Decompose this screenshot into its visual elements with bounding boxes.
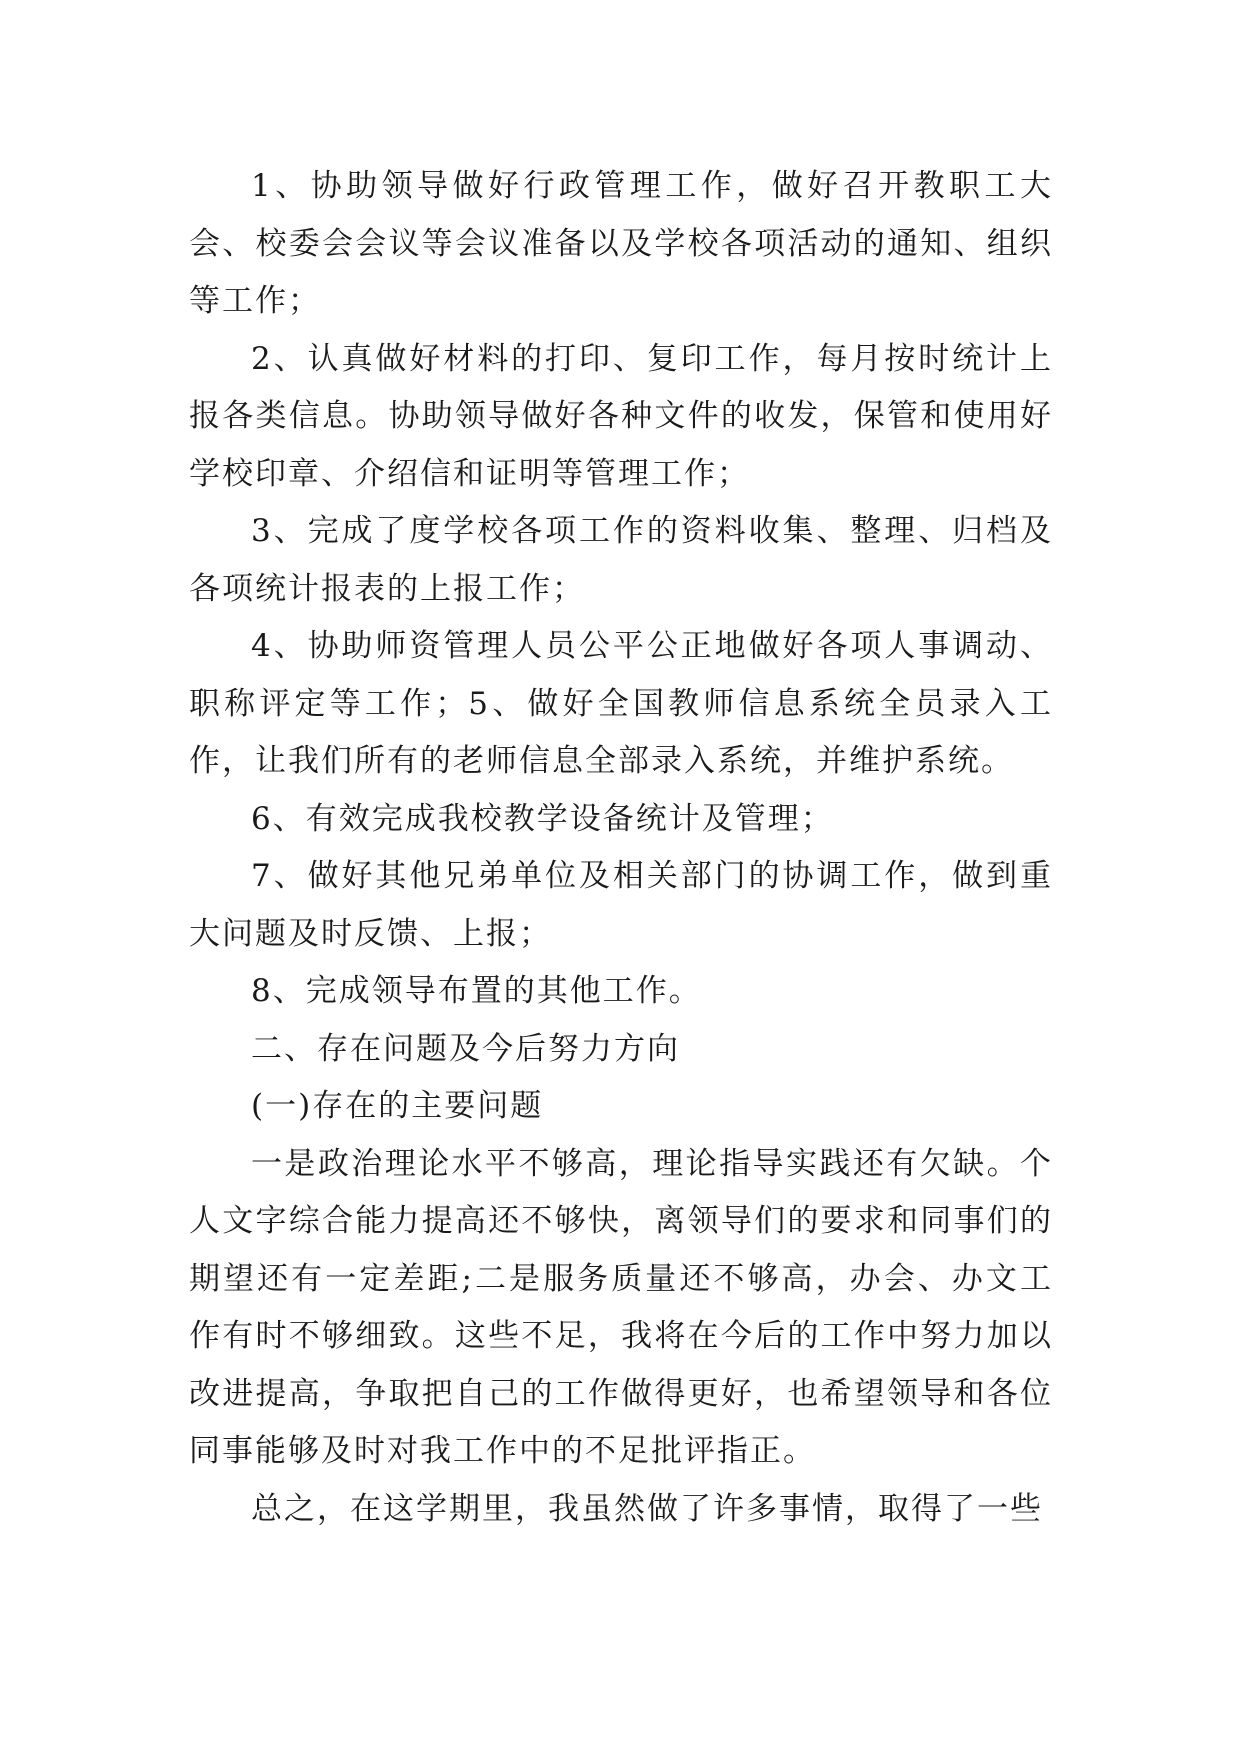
paragraph-item-6: 6、有效完成我校教学设备统计及管理； [251, 800, 834, 837]
document-body [189, 158, 1053, 1538]
paragraph-item-4: 4、协助师资管理人员公平公正地做好各项人事调动、职称评定等工作；5、做好全国教师信息系统全员录入工作，让我们所有的老师信息全部录入系统，并维护系统。 [189, 628, 1053, 779]
summary-paragraph: 总之，在这学期里，我虽然做了许多事情，取得了一些 [251, 1490, 1043, 1527]
paragraph-item-3: 3、完成了度学校各项工作的资料收集、整理、归档及各项统计报表的上报工作； [189, 513, 1053, 607]
paragraph-item-2: 2、认真做好材料的打印、复印工作，每月按时统计上报各类信息。协助领导做好各种文件的收发，保管和使用好学校印章、介绍信和证明等管理工作； [189, 340, 1053, 492]
problems-paragraph: 一是政治理论水平不够高，理论指导实践还有欠缺。个人文字综合能力提高还不够快，离领导们的要求和同事们的期望还有一定差距;二是服务质量还不够高，办会、办文工作有时不够细致。这些不足，我将在今后的工作中努力加以改进提高，争取把自己的工作做得更好，也希望领导和各位同事能够及时对我工作中的不足批评指正。 [189, 1145, 1053, 1469]
section-heading: 二、存在问题及今后努力方向 [251, 1030, 680, 1067]
paragraph-item-8: 8、完成领导布置的其他工作。 [251, 973, 702, 1009]
paragraph-item-1: 1、协助领导做好行政管理工作，做好召开教职工大会、校委会会议等会议准备以及学校各项活动的通知、组织等工作； [189, 168, 1053, 319]
paragraph-item-7: 7、做好其他兄弟单位及相关部门的协调工作，做到重大问题及时反馈、上报； [189, 858, 1053, 952]
subsection-heading: (一)存在的主要问题 [251, 1088, 544, 1124]
